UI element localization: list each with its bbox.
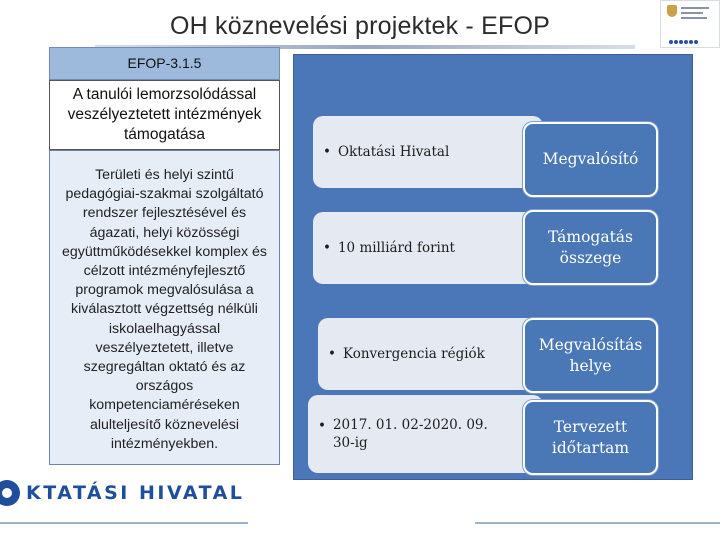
info-bar-implementer: • Oktatási Hivatal (313, 116, 543, 188)
info-bar-location: • Konvergencia régiók (318, 318, 543, 390)
label-amount: Támogatás összege (523, 210, 658, 285)
oktatasi-hivatal-logo: KTATÁSI HIVATAL (0, 476, 260, 510)
label-implementer: Megvalósító (523, 122, 658, 197)
slide-title: OH köznevelési projektek - EFOP (170, 12, 550, 40)
label-location: Megvalósítás helye (523, 318, 658, 393)
logo-o-icon (0, 480, 20, 506)
info-bar-duration: • 2017. 01. 02-2020. 09. 30-ig (308, 395, 543, 473)
partner-logo-icon (660, 0, 720, 48)
footer-divider-right (475, 522, 720, 524)
eu-flag-icon (669, 31, 713, 43)
label-duration: Tervezett időtartam (523, 400, 658, 475)
project-title: A tanulói lemorzsolódással veszélyeztetett intézmények támogatása (49, 80, 280, 150)
footer-divider-left (0, 522, 248, 524)
project-description: Területi és helyi szintű pedagógiai-szakmai szolgáltató rendszer fejlesztésével és ágazati, helyi közösségi együttműködésekkel komplex és célzott intézményfejlesztő programok megvalósulása a kiválasztott végzettség nélküli iskolaelhagyással veszélyeztetett, illetve szegregáltan oktató és az országos kompetenciaméréseken alulteljesítő köznevelési intézményekben. (49, 150, 280, 465)
crest-icon (667, 5, 677, 17)
info-bar-amount: • 10 milliárd forint (313, 212, 543, 284)
project-code: EFOP-3.1.5 (49, 47, 280, 80)
